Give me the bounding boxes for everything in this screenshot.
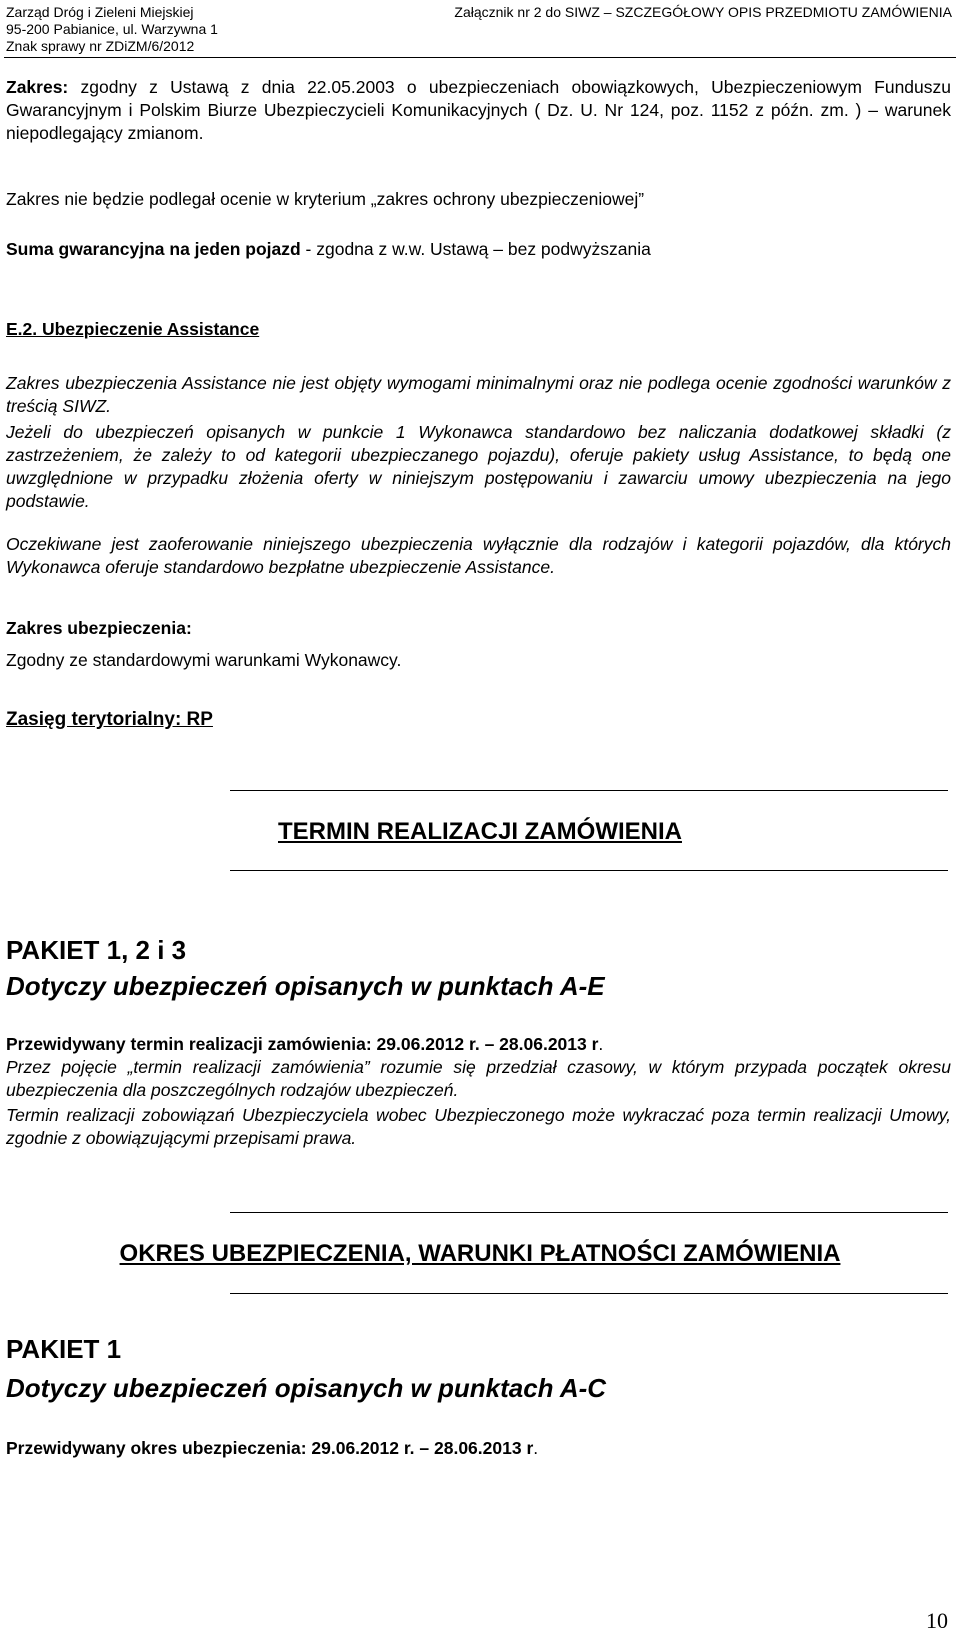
suma-label: Suma gwarancyjna na jeden pojazd: [6, 239, 301, 259]
section-e2-title: E.2. Ubezpieczenie Assistance: [6, 319, 260, 339]
e2-paragraph-2: Jeżeli do ubezpieczeń opisanych w punkcie 1 Wykonawca standardowo bez naliczania dodatkowej składki (z zastrzeżeniem, że zależy to od kategorii ubezpieczanego pojazdu), oferuje pakiety usług Assistance, to będą one uwzględnione w przypadku złożenia oferty w niniejszym postępowaniu i zawarciu umowy ubezpieczenia na jego podstawie.: [6, 422, 951, 511]
termin-section-title: TERMIN REALIZACJI ZAMÓWIENIA: [278, 818, 682, 845]
divider-line: [230, 870, 948, 871]
header-divider: [4, 57, 956, 58]
divider-line: [230, 790, 948, 791]
termin-przewidywany-end: .: [598, 1034, 604, 1054]
zakres-note: Zakres nie będzie podlegał ocenie w kryterium „zakres ochrony ubezpieczeniowej”: [6, 189, 645, 209]
header-case-number: Znak sprawy nr ZDiZM/6/2012: [6, 38, 195, 54]
page-number: 10: [926, 1608, 948, 1633]
divider-line: [230, 1293, 948, 1294]
termin-paragraph-1: Przez pojęcie „termin realizacji zamówienia” rozumie się przedział czasowy, w którym przypada początek okresu ubezpieczenia dla poszczególnych rodzajów ubezpieczeń.: [6, 1057, 951, 1100]
okres-przewidywany-end: .: [533, 1438, 539, 1458]
e2-paragraph-3: Oczekiwane jest zaoferowanie niniejszego ubezpieczenia wyłącznie dla rodzajów i kategorii pojazdów, dla których Wykonawca oferuje standardowo bezpłatne ubezpieczenie Assistance.: [6, 534, 951, 577]
zakres-paragraph: [6, 76, 951, 145]
zakres-text: zgodny z Ustawą z dnia 22.05.2003 o ubezpieczeniach obowiązkowych, Ubezpieczeniowym Funduszu Gwarancyjnym i Polskim Biurze Ubezpieczycieli Komunikacyjnych ( Dz. U. Nr 124, poz. 1152 z późn. zm. ) – warunek niepodlegający zmianom.: [6, 77, 951, 143]
header-org-address: 95-200 Pabianice, ul. Warzywna 1: [6, 21, 218, 37]
okres-dotyczy-heading: Dotyczy ubezpieczeń opisanych w punktach A-C: [6, 1373, 607, 1403]
suma-gwarancyjna: [6, 238, 951, 261]
e2-zasieg: Zasięg terytorialny: RP: [6, 709, 213, 730]
okres-przewidywany: [6, 1437, 951, 1460]
zakres-label: Zakres:: [6, 77, 69, 97]
e2-zakres-label: Zakres ubezpieczenia:: [6, 618, 192, 638]
e2-zakres-text: Zgodny ze standardowymi warunkami Wykonawcy.: [6, 650, 402, 670]
header-attachment: Załącznik nr 2 do SIWZ – SZCZEGÓŁOWY OPIS PRZEDMIOTU ZAMÓWIENIA: [454, 4, 952, 20]
okres-pakiet-heading: PAKIET 1: [6, 1334, 122, 1364]
header-org-name: Zarząd Dróg i Zieleni Miejskiej: [6, 4, 194, 20]
termin-przewidywany: [6, 1033, 951, 1056]
okres-przewidywany-text: Przewidywany okres ubezpieczenia: 29.06.2012 r. – 28.06.2013 r: [6, 1438, 534, 1458]
header-organization: [6, 4, 218, 55]
okres-section-title: OKRES UBEZPIECZENIA, WARUNKI PŁATNOŚCI ZAMÓWIENIA: [119, 1240, 841, 1267]
e2-paragraph-1: Zakres ubezpieczenia Assistance nie jest objęty wymogami minimalnymi oraz nie podlega ocenie zgodności warunków z treścią SIWZ.: [6, 373, 951, 416]
termin-dotyczy-heading: Dotyczy ubezpieczeń opisanych w punktach A-E: [6, 971, 605, 1001]
termin-paragraph-2: Termin realizacji zobowiązań Ubezpieczyciela wobec Ubezpieczonego może wykraczać poza termin realizacji Umowy, zgodnie z obowiązującymi przepisami prawa.: [6, 1105, 951, 1148]
termin-przewidywany-text: Przewidywany termin realizacji zamówienia: 29.06.2012 r. – 28.06.2013 r: [6, 1034, 599, 1054]
termin-pakiet-heading: PAKIET 1, 2 i 3: [6, 935, 187, 965]
divider-line: [230, 1212, 948, 1213]
suma-text: - zgodna z w.w. Ustawą – bez podwyższania: [300, 239, 651, 259]
